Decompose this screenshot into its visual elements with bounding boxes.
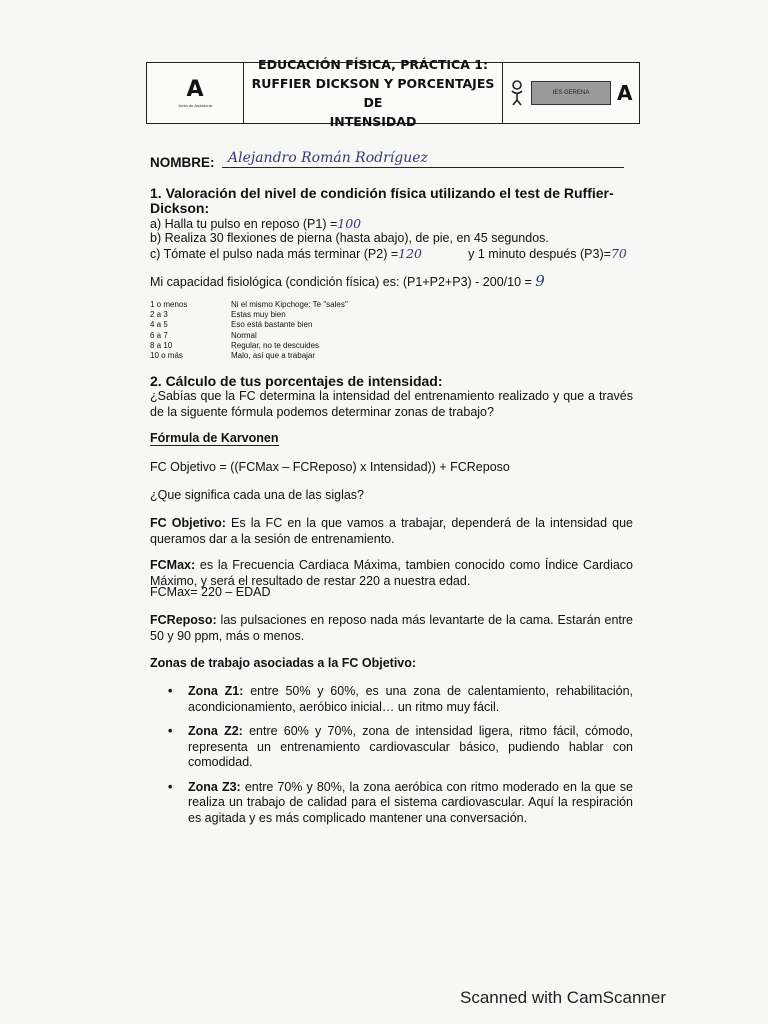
- scale-range: 10 o más: [150, 351, 183, 361]
- document-title-line-1: EDUCACIÓN FÍSICA, PRÁCTICA 1:: [258, 57, 488, 72]
- zone-text: entre 50% y 60%, es una zona de calentamiento, rehabilitación, acondicionamiento, aeróbico inicial… un ritmo muy fácil.: [188, 684, 633, 714]
- scale-desc: Regular, no te descuides: [231, 340, 320, 350]
- scale-desc: Ni el mismo Kipchoge: Te "sales": [231, 300, 348, 309]
- scale-range: 4 a 5: [150, 320, 168, 330]
- school-badge: IES GERENA: [531, 81, 611, 105]
- formula-title-text: Fórmula de Karvonen: [150, 431, 279, 445]
- bullet-icon: •: [168, 684, 173, 698]
- fcreposo-term: FCReposo:: [150, 613, 217, 627]
- fc-objetivo-text: Es la FC en la que vamos a trabajar, dependerá de la intensidad que queramos dar a la sesión de entrenamiento.: [150, 516, 633, 546]
- p1-value[interactable]: 100: [337, 216, 362, 231]
- fcreposo-text: las pulsaciones en reposo nada más levantarte de la cama. Estarán entre 50 y 90 ppm, más o menos.: [150, 613, 633, 643]
- step-b: b) Realiza 30 flexiones de pierna (hasta abajo), de pie, en 45 segundos.: [150, 231, 549, 245]
- header-table: [146, 57, 640, 129]
- fcreposo-definition: [150, 613, 633, 644]
- scale-range: 1 o menos: [150, 300, 188, 309]
- step-c: [150, 246, 627, 262]
- fcmax-formula: FCMax= 220 – EDAD: [150, 585, 271, 599]
- list-item: [168, 780, 633, 827]
- zone-text: entre 70% y 80%, la zona aeróbica con ritmo moderado en la que se realiza un trabajo de calidad para el sistema cardiovascular. Aquí la respiración es agitada y es más complicado mantener una conversación.: [188, 779, 633, 825]
- scale-row: [150, 300, 348, 310]
- list-item: [168, 724, 633, 771]
- step-c-after-text: y 1 minuto después (P3)=: [468, 247, 611, 261]
- scale-row: [150, 331, 348, 341]
- scale-desc: Normal: [231, 330, 257, 340]
- scale-row: [150, 341, 348, 351]
- p3-value[interactable]: 70: [610, 246, 627, 261]
- ruffier-scale-table: [150, 300, 348, 361]
- section1-title-line2: Dickson:: [150, 200, 210, 216]
- school-logo-cell: [503, 63, 639, 123]
- step-a-text: a) Halla tu pulso en reposo (P1) =: [150, 217, 338, 231]
- junta-logo-cell: [147, 63, 244, 123]
- zone-name: Zona Z1:: [188, 684, 244, 698]
- p2-value[interactable]: 120: [398, 246, 422, 261]
- zone-name: Zona Z3:: [188, 779, 241, 794]
- fc-objetivo-term: FC Objetivo:: [150, 516, 226, 530]
- section2-intro: ¿Sabías que la FC determina la intensidad del entrenamiento realizado y que a través de la siguente fórmula podemos determinar zonas de trabajo?: [150, 389, 633, 419]
- fcmax-text: es la Frecuencia Cardiaca Máxima, tambien conocido como Índice Cardiaco Máximo, y será el resultado de restar 220 a nuestra edad.: [150, 558, 633, 588]
- step-c-text: c) Tómate el pulso nada más terminar (P2) =: [150, 247, 399, 261]
- bullet-icon: •: [168, 779, 173, 794]
- scale-row: [150, 310, 348, 320]
- document-title-line-2: RUFFIER DICKSON Y PORCENTAJES DE: [251, 76, 495, 110]
- scale-desc: Malo, así que a trabajar: [231, 351, 316, 361]
- acronyms-question: ¿Que significa cada una de las siglas?: [150, 488, 365, 502]
- scale-desc: Eso está bastante bien: [231, 320, 313, 330]
- school-figure-icon: [509, 80, 525, 106]
- junta-logo-caption: Junta de Andalucía: [177, 102, 213, 108]
- scale-desc: Estas muy bien: [231, 310, 286, 320]
- zone-name: Zona Z2:: [188, 724, 243, 738]
- formula-title: [150, 431, 279, 446]
- karvonen-formula: FC Objetivo = ((FCMax – FCReposo) x Intensidad)) + FCReposo: [150, 460, 510, 474]
- list-item: [168, 684, 633, 715]
- junta-logo-icon: A: [186, 76, 204, 102]
- zones-list: [168, 684, 633, 835]
- document-title-line-3: INTENSIDAD: [329, 114, 417, 129]
- capacity-text: Mi capacidad fisiológica (condición física) es: (P1+P2+P3) - 200/10 =: [150, 275, 532, 289]
- name-line[interactable]: [222, 151, 624, 168]
- andalucia-logo-icon: A: [617, 81, 633, 105]
- section2-title: 2. Cálculo de tus porcentajes de intensidad:: [150, 373, 443, 389]
- fcmax-term: FCMax:: [150, 558, 196, 572]
- zones-title: Zonas de trabajo asociadas a la FC Objetivo:: [150, 656, 417, 670]
- zone-text: entre 60% y 70%, zona de intensidad ligera, ritmo fácil, cómodo, representa un entrenamiento cardiovascular básico, pudiendo hablar con comodidad.: [188, 724, 633, 769]
- scale-range: 6 a 7: [150, 330, 168, 340]
- capacity-value[interactable]: 9: [535, 272, 545, 290]
- bullet-icon: •: [168, 724, 173, 738]
- scale-row: [150, 351, 348, 361]
- fc-objetivo-definition: [150, 516, 633, 547]
- capacity-line: [150, 274, 545, 290]
- camscanner-watermark: Scanned with CamScanner: [460, 988, 667, 1007]
- document-title-cell: [244, 57, 503, 129]
- name-label: NOMBRE:: [150, 155, 215, 170]
- step-a: [150, 216, 361, 232]
- scale-range: 2 a 3: [150, 310, 168, 320]
- scale-row: [150, 320, 348, 330]
- section1-title-line1: 1. Valoración del nivel de condición física utilizando el test de Ruffier-: [150, 185, 614, 201]
- name-value: Alejandro Román Rodríguez: [228, 150, 428, 166]
- scale-range: 8 a 10: [150, 340, 173, 350]
